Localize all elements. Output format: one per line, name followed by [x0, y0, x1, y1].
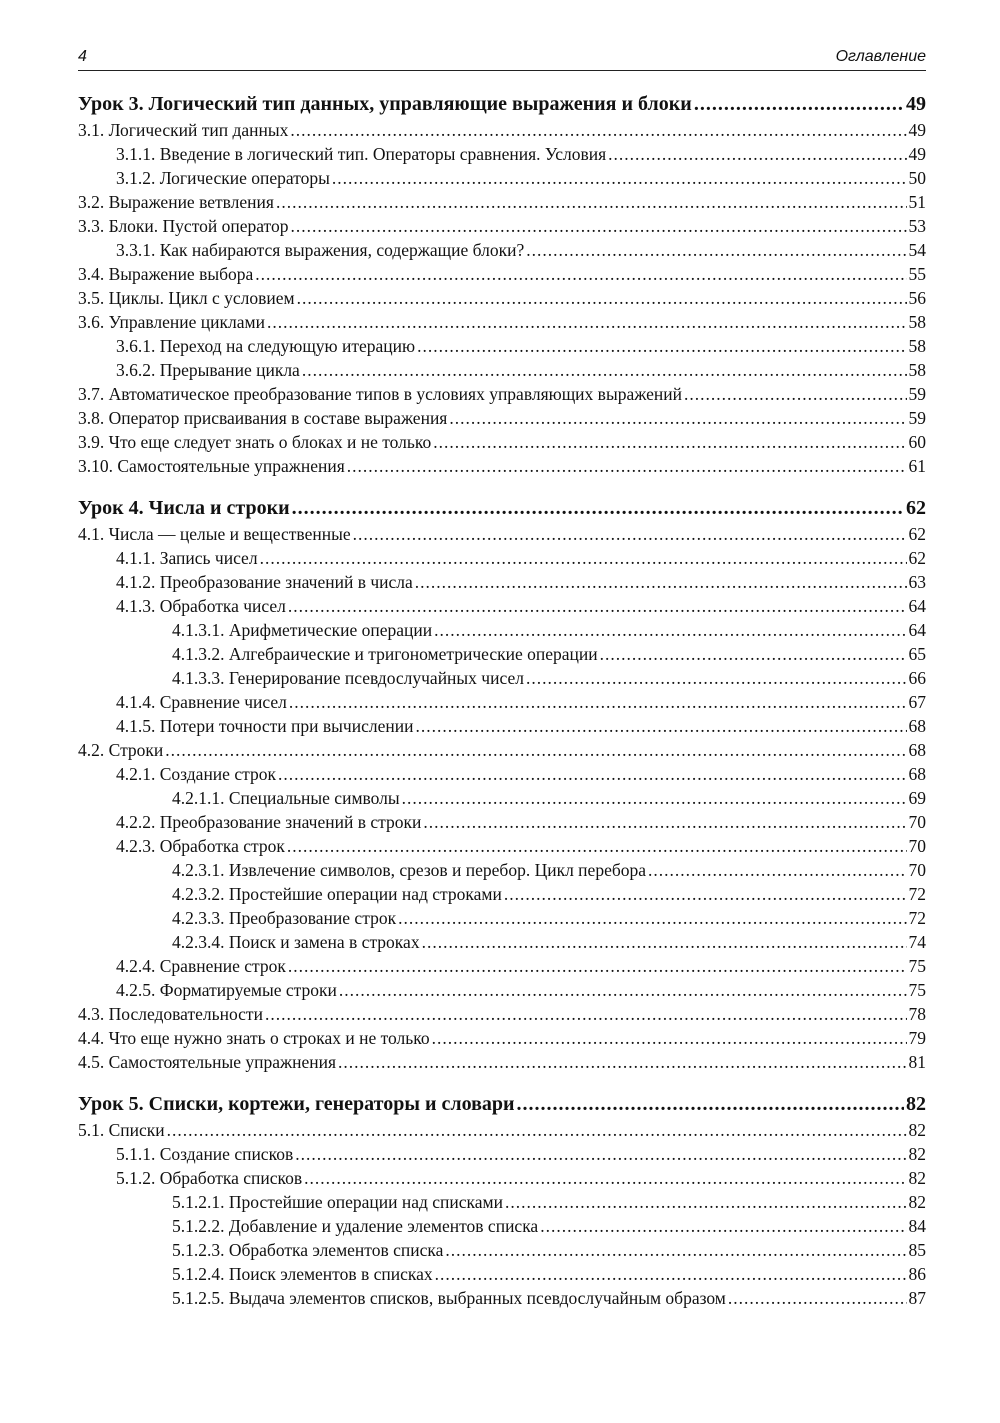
toc-lesson-title[interactable] — [78, 90, 926, 118]
toc-page-number: 82 — [906, 1093, 926, 1115]
toc-entry-label: 4.1. Числа — целые и вещественные — [78, 524, 351, 544]
toc-entry[interactable] — [78, 738, 926, 762]
dot-leader — [423, 810, 906, 834]
dot-leader — [292, 494, 904, 522]
page-number: 4 — [78, 48, 87, 65]
toc-entry[interactable] — [78, 142, 926, 166]
toc-page-number: 64 — [908, 620, 926, 640]
dot-leader — [526, 666, 907, 690]
toc-page-number: 68 — [908, 764, 926, 784]
toc-entry[interactable] — [78, 618, 926, 642]
dot-leader — [353, 522, 907, 546]
toc-entry[interactable] — [78, 666, 926, 690]
toc-page-number: 61 — [908, 456, 926, 476]
toc-entry-label: 4.1.3.1. Арифметические операции — [172, 620, 433, 640]
dot-leader — [339, 978, 907, 1002]
toc-page-number: 54 — [908, 240, 926, 260]
page-header — [78, 46, 926, 71]
dot-leader — [332, 166, 907, 190]
dot-leader — [167, 1118, 907, 1142]
toc-entry[interactable] — [78, 166, 926, 190]
toc-page-number: 86 — [908, 1264, 926, 1284]
toc-page-number: 82 — [908, 1192, 926, 1212]
toc-page-number: 59 — [908, 408, 926, 428]
toc-entry-label: Урок 4. Числа и строки — [78, 497, 290, 519]
toc-page-number: 49 — [908, 120, 926, 140]
toc-entry-label: 5.1.2.3. Обработка элементов списка — [172, 1240, 444, 1260]
dot-leader — [435, 1262, 907, 1286]
toc-entry[interactable] — [78, 310, 926, 334]
dot-leader — [398, 906, 906, 930]
toc-page-number: 63 — [908, 572, 926, 592]
toc-entry-label: 3.6. Управление циклами — [78, 312, 265, 332]
toc-entry[interactable] — [78, 1286, 926, 1310]
toc-lesson — [78, 90, 926, 478]
dot-leader — [265, 1002, 907, 1026]
toc-entry[interactable] — [78, 334, 926, 358]
toc-page-number: 62 — [908, 548, 926, 568]
toc-entry-label: 4.2. Строки — [78, 740, 164, 760]
dot-leader — [432, 1026, 907, 1050]
dot-leader — [433, 430, 906, 454]
toc-entry-label: 4.2.3.1. Извлечение символов, срезов и перебор. Цикл перебора — [172, 860, 647, 880]
toc-entry-label: 3.9. Что еще следует знать о блоках и не только — [78, 432, 432, 452]
toc-entry[interactable] — [78, 1118, 926, 1142]
toc-entry-label: 4.2.3.2. Простейшие операции над строками — [172, 884, 502, 904]
toc-page-number: 74 — [908, 932, 926, 952]
dot-leader — [304, 1166, 906, 1190]
toc-entry[interactable] — [78, 906, 926, 930]
toc-entry[interactable] — [78, 286, 926, 310]
toc-entry[interactable] — [78, 570, 926, 594]
dot-leader — [402, 786, 907, 810]
dot-leader — [289, 690, 907, 714]
toc-entry-label: 3.1. Логический тип данных — [78, 120, 289, 140]
dot-leader — [297, 286, 907, 310]
toc-page-number: 79 — [908, 1028, 926, 1048]
toc-lesson — [78, 494, 926, 1074]
toc-entry-label: 4.2.4. Сравнение строк — [116, 956, 286, 976]
toc-entry[interactable] — [78, 118, 926, 142]
dot-leader — [347, 454, 907, 478]
dot-leader — [648, 858, 906, 882]
dot-leader — [694, 90, 904, 118]
dot-leader — [600, 642, 907, 666]
dot-leader — [526, 238, 906, 262]
toc-entry-label: 4.1.3. Обработка чисел — [116, 596, 286, 616]
toc-entry-label: 4.2.3. Обработка строк — [116, 836, 285, 856]
toc-entry[interactable] — [78, 762, 926, 786]
toc-entry[interactable] — [78, 238, 926, 262]
toc-entry-label: 3.8. Оператор присваивания в составе выражения — [78, 408, 448, 428]
dot-leader — [504, 882, 907, 906]
toc-entry[interactable] — [78, 978, 926, 1002]
toc-entry[interactable] — [78, 1262, 926, 1286]
toc-page-number: 82 — [908, 1168, 926, 1188]
toc-entry-label: 4.1.2. Преобразование значений в числа — [116, 572, 413, 592]
toc-entry-label: 3.5. Циклы. Цикл с условием — [78, 288, 295, 308]
toc-entry[interactable] — [78, 1166, 926, 1190]
toc-page-number: 68 — [908, 740, 926, 760]
toc-entry-label: Урок 5. Списки, кортежи, генераторы и словари — [78, 1093, 515, 1115]
toc-page-number: 58 — [908, 360, 926, 380]
toc-page-number: 70 — [908, 860, 926, 880]
toc-page-number: 75 — [908, 980, 926, 1000]
toc-entry[interactable] — [78, 1050, 926, 1074]
toc-page-number: 50 — [908, 168, 926, 188]
toc-entry-label: 4.5. Самостоятельные упражнения — [78, 1052, 337, 1072]
toc-entry[interactable] — [78, 954, 926, 978]
toc-entry-label: 5.1. Списки — [78, 1120, 165, 1140]
toc-entry-label: 4.2.1. Создание строк — [116, 764, 276, 784]
toc-page-number: 78 — [908, 1004, 926, 1024]
toc-lesson — [78, 1090, 926, 1310]
toc-page-number: 49 — [906, 93, 926, 115]
toc-page-number: 87 — [908, 1288, 926, 1308]
toc-page-number: 58 — [908, 312, 926, 332]
toc-entry[interactable] — [78, 454, 926, 478]
toc-entry[interactable] — [78, 190, 926, 214]
toc-entry-label: 3.3.1. Как набираются выражения, содержащие блоки? — [116, 240, 525, 260]
toc-entry-label: 4.1.5. Потери точности при вычислении — [116, 716, 414, 736]
toc-page-number: 62 — [908, 524, 926, 544]
dot-leader — [505, 1190, 907, 1214]
dot-leader — [728, 1286, 907, 1310]
dot-leader — [434, 618, 906, 642]
toc-entry-label: 3.3. Блоки. Пустой оператор — [78, 216, 289, 236]
toc-entry-label: 3.4. Выражение выбора — [78, 264, 254, 284]
dot-leader — [517, 1090, 904, 1118]
toc-entry-label: Урок 3. Логический тип данных, управляющие выражения и блоки — [78, 93, 692, 115]
toc-page-number: 58 — [908, 336, 926, 356]
running-title: Оглавление — [835, 48, 926, 65]
dot-leader — [445, 1238, 906, 1262]
toc-entry[interactable] — [78, 642, 926, 666]
dot-leader — [417, 334, 906, 358]
toc-entry[interactable] — [78, 522, 926, 546]
toc-page-number: 56 — [908, 288, 926, 308]
dot-leader — [276, 190, 907, 214]
toc-entry[interactable] — [78, 546, 926, 570]
toc-entry-label: 4.4. Что еще нужно знать о строках и не только — [78, 1028, 430, 1048]
toc-entry[interactable] — [78, 1190, 926, 1214]
toc-page-number: 65 — [908, 644, 926, 664]
dot-leader — [288, 594, 907, 618]
dot-leader — [295, 1142, 906, 1166]
dot-leader — [267, 310, 907, 334]
toc-entry-label: 4.2.3.3. Преобразование строк — [172, 908, 397, 928]
toc-entry[interactable] — [78, 262, 926, 286]
toc-page-number: 85 — [908, 1240, 926, 1260]
dot-leader — [415, 570, 907, 594]
toc-entry[interactable] — [78, 1214, 926, 1238]
toc-entry-label: 5.1.2.5. Выдача элементов списков, выбранных псевдослучайным образом — [172, 1288, 726, 1308]
toc-entry[interactable] — [78, 1026, 926, 1050]
toc-entry-label: 4.1.1. Запись чисел — [116, 548, 258, 568]
dot-leader — [608, 142, 906, 166]
toc-entry-label: 3.2. Выражение ветвления — [78, 192, 274, 212]
toc-entry[interactable] — [78, 406, 926, 430]
toc-entry[interactable] — [78, 1238, 926, 1262]
toc-page-number: 81 — [908, 1052, 926, 1072]
toc-entry[interactable] — [78, 214, 926, 238]
toc-entry-label: 5.1.1. Создание списков — [116, 1144, 294, 1164]
toc-entry[interactable] — [78, 1002, 926, 1026]
toc-page-number: 75 — [908, 956, 926, 976]
toc-entry[interactable] — [78, 430, 926, 454]
toc-page-number: 84 — [908, 1216, 926, 1236]
toc-entry-label: 4.3. Последовательности — [78, 1004, 263, 1024]
dot-leader — [255, 262, 906, 286]
dot-leader — [290, 118, 906, 142]
dot-leader — [338, 1050, 906, 1074]
toc-page-number: 82 — [908, 1144, 926, 1164]
toc-page-number: 66 — [908, 668, 926, 688]
toc-entry-label: 3.1.1. Введение в логический тип. Операторы сравнения. Условия — [116, 144, 607, 164]
toc-page-number: 62 — [906, 497, 926, 519]
toc-page-number: 70 — [908, 812, 926, 832]
toc-entry-label: 3.6.2. Прерывание цикла — [116, 360, 300, 380]
toc-page-number: 59 — [908, 384, 926, 404]
dot-leader — [684, 382, 907, 406]
toc-entry-label: 4.1.3.3. Генерирование псевдослучайных чисел — [172, 668, 524, 688]
dot-leader — [278, 762, 907, 786]
toc-page-number: 82 — [908, 1120, 926, 1140]
toc-page-number: 55 — [908, 264, 926, 284]
toc-entry-label: 4.2.1.1. Специальные символы — [172, 788, 400, 808]
dot-leader — [165, 738, 906, 762]
toc-entry[interactable] — [78, 594, 926, 618]
toc-entry-label: 3.7. Автоматическое преобразование типов в условиях управляющих выражений — [78, 384, 682, 404]
toc-page-number: 64 — [908, 596, 926, 616]
toc-page-number: 53 — [908, 216, 926, 236]
toc-entry-label: 5.1.2.4. Поиск элементов в списках — [172, 1264, 433, 1284]
toc-entry[interactable] — [78, 882, 926, 906]
dot-leader — [290, 214, 906, 238]
toc-page-number: 60 — [908, 432, 926, 452]
toc-entry[interactable] — [78, 810, 926, 834]
toc-entry-label: 4.1.4. Сравнение чисел — [116, 692, 287, 712]
toc-entry[interactable] — [78, 930, 926, 954]
dot-leader — [449, 406, 906, 430]
dot-leader — [287, 834, 907, 858]
toc-entry-label: 4.1.3.2. Алгебраические и тригонометрические операции — [172, 644, 598, 664]
toc-entry-label: 5.1.2.1. Простейшие операции над списками — [172, 1192, 503, 1212]
toc-entry[interactable] — [78, 1142, 926, 1166]
toc-lesson-title[interactable] — [78, 494, 926, 522]
toc-page-number: 49 — [908, 144, 926, 164]
toc-entry[interactable] — [78, 834, 926, 858]
dot-leader — [540, 1214, 906, 1238]
toc-page-number: 72 — [908, 884, 926, 904]
toc-entry[interactable] — [78, 690, 926, 714]
toc-page-number: 51 — [908, 192, 926, 212]
toc-entry-label: 4.2.3.4. Поиск и замена в строках — [172, 932, 420, 952]
toc-entry[interactable] — [78, 382, 926, 406]
dot-leader — [302, 358, 907, 382]
table-of-contents — [78, 90, 926, 1326]
toc-entry-label: 4.2.2. Преобразование значений в строки — [116, 812, 422, 832]
dot-leader — [415, 714, 906, 738]
toc-page-number: 67 — [908, 692, 926, 712]
toc-entry-label: 3.10. Самостоятельные упражнения — [78, 456, 345, 476]
dot-leader — [422, 930, 907, 954]
toc-page-number: 69 — [908, 788, 926, 808]
toc-page-number: 70 — [908, 836, 926, 856]
toc-page-number: 68 — [908, 716, 926, 736]
toc-entry[interactable] — [78, 786, 926, 810]
dot-leader — [260, 546, 907, 570]
toc-entry-label: 3.6.1. Переход на следующую итерацию — [116, 336, 416, 356]
toc-entry[interactable] — [78, 358, 926, 382]
toc-entry[interactable] — [78, 714, 926, 738]
toc-entry-label: 3.1.2. Логические операторы — [116, 168, 330, 188]
toc-lesson-title[interactable] — [78, 1090, 926, 1118]
toc-page-number: 72 — [908, 908, 926, 928]
toc-entry-label: 5.1.2.2. Добавление и удаление элементов списка — [172, 1216, 539, 1236]
toc-entry-label: 5.1.2. Обработка списков — [116, 1168, 303, 1188]
toc-entry[interactable] — [78, 858, 926, 882]
dot-leader — [288, 954, 907, 978]
toc-entry-label: 4.2.5. Форматируемые строки — [116, 980, 337, 1000]
